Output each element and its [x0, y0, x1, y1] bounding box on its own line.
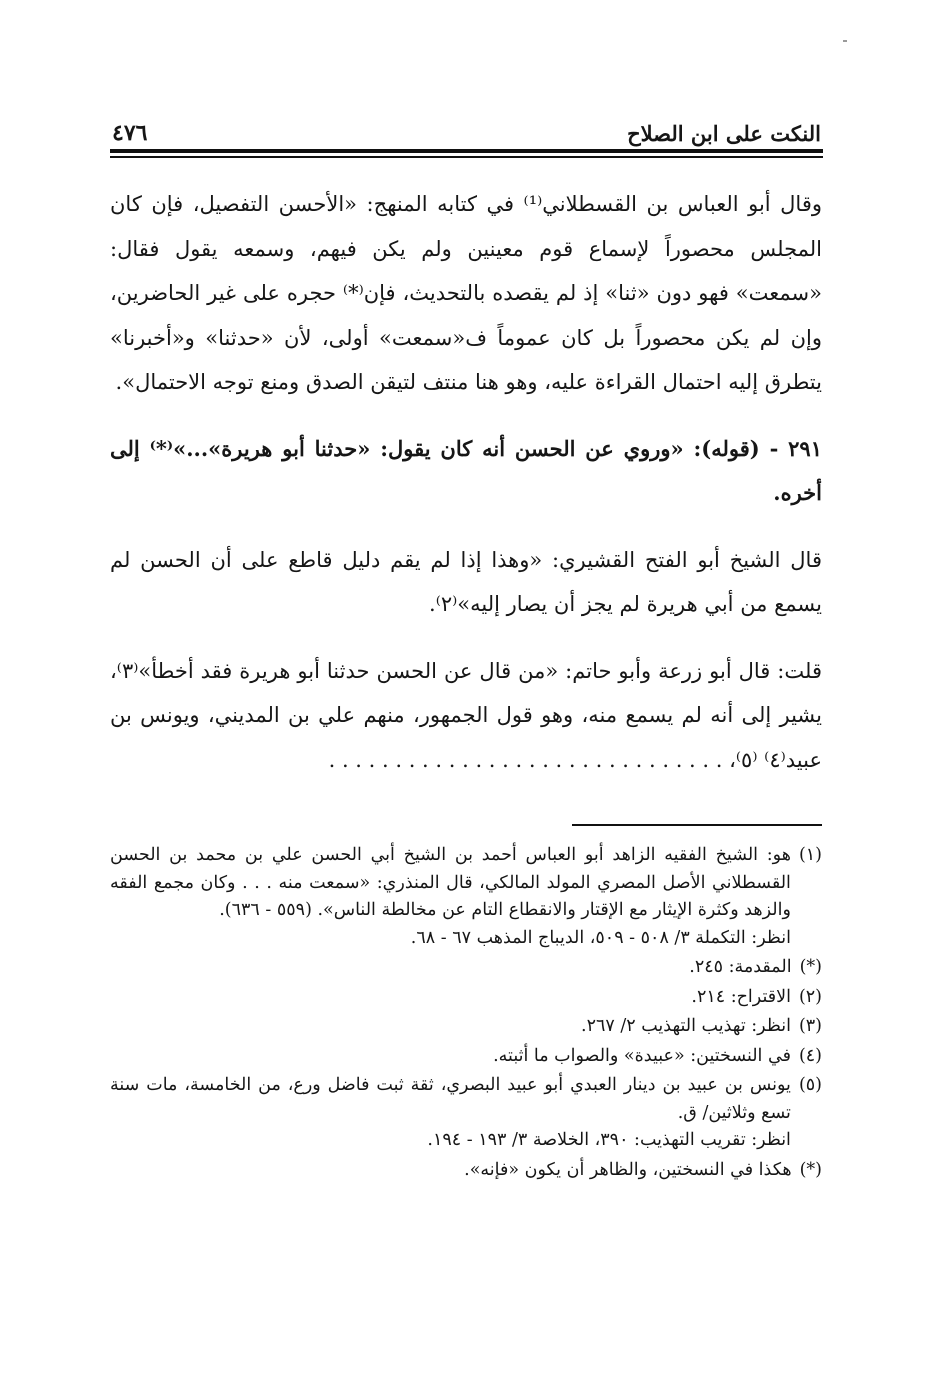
- footnote-marker: (*): [799, 1159, 822, 1180]
- scan-speck: [843, 40, 847, 42]
- footnote-text: هو: الشيخ الفقيه الزاهد أبو العباس أحمد بن الشيخ أبي الحسن علي بن محمد بن الحسن القسطلاني الأصل المصري المولد المالكي، قال المنذري: «سمعت منه . . . وكان مجمع الفقه والزهد وكثرة الإيثار مع الإقتار والانقطاع التام عن مخالطة الناس». (٥٥٩ - ٦٣٦).: [110, 845, 791, 920]
- running-title: النكت على ابن الصلاح: [627, 121, 821, 146]
- page-number: ٤٧٦: [112, 120, 148, 146]
- paragraph-qastallani-quote: وقال أبو العباس بن القسطلاني⁽¹⁾ في كتابه المنهج: «الأحسن التفصيل، فإن كان المجلس محصوراً لإسماع قوم معينين ولم يكن فيهم، وسمعه يقول فقال: «سمعت» فهو دون «ثنا» إذ لم يقصده بالتحديث، فإن⁽*⁾ حجره على غير الحاضرين، وإن لم يكن محصوراً بل كان عموماً ف«سمعت» أولى، لأن «حدثنا» و«أخبرنا» يتطرق إليه احتمال القراءة عليه، وهو هنا منتف لتيقن الصدق ومنع توجه الاحتمال».: [110, 192, 823, 394]
- page-header: [112, 104, 821, 146]
- footnote-text: يونس بن عبيد بن دينار العبدي أبو عبيد البصري، ثقة ثبت فاضل ورع، من الخامسة، مات سنة تسع وثلاثين/ ق.: [110, 1075, 791, 1123]
- footnote-separator: [572, 824, 822, 826]
- footnote-3: [110, 1013, 822, 1041]
- paragraph-qushayri-quote: قال الشيخ أبو الفتح القشيري: «وهذا إذا لم يقم دليل قاطع على أن الحسن لم يسمع من أبي هريرة لم يجز أن يصار إليه»⁽٢⁾.: [110, 547, 822, 616]
- entry-291-heading: ٢٩١ - (قوله): «وروي عن الحسن أنه كان يقول: «حدثنا أبو هريرة»...»⁽*⁾ إلى أخره.: [110, 435, 822, 505]
- footnote-text: انظر: تهذيب التهذيب ٢/ ٢٦٧.: [580, 1016, 791, 1036]
- footnote-text: في النسختين: «عبيدة» والصواب ما أثبته.: [493, 1045, 791, 1066]
- footnote-reference: انظر: تقريب التهذيب: ٣٩٠، الخلاصة ٣/ ١٩٣ - ١٩٤.: [427, 1130, 791, 1150]
- footnote-marker: (٥): [798, 1075, 822, 1095]
- footnotes: [110, 842, 822, 1186]
- footnote-body: [110, 842, 791, 952]
- footnote-marker: (٢): [798, 986, 822, 1007]
- footnote-marker: (٤): [798, 1045, 822, 1066]
- footnote-reference: انظر: التكملة ٣/ ٥٠٨ - ٥٠٩، الديباج المذهب ٦٧ - ٦٨.: [410, 927, 791, 948]
- footnote-marker: (*): [799, 957, 822, 977]
- footnote-star-2: [110, 1157, 822, 1185]
- main-text: [110, 182, 822, 782]
- footnote-marker: (١): [798, 845, 822, 865]
- footnote-marker: (٣): [798, 1016, 822, 1036]
- footnote-2: [110, 984, 822, 1012]
- footnote-star-1: [110, 954, 822, 982]
- footnote-5: [110, 1072, 822, 1155]
- paragraph-author-comment: قلت: قال أبو زرعة وأبو حاتم: «من قال عن الحسن حدثنا أبو هريرة فقد أخطأ»⁽٣⁾، يشير إلى أنه لم يسمع منه، وهو قول الجمهور، منهم علي بن المديني، ويونس بن عبيد⁽٤⁾ ⁽٥⁾، . . . . . . . . . . . . . . . . . . . . . . . . . . . . . .: [110, 658, 822, 772]
- header-rule-thin: [110, 156, 823, 158]
- footnote-text: هكذا في النسختين، والظاهر أن يكون «فإنه».: [464, 1159, 792, 1180]
- header-rule-thick: [110, 149, 823, 153]
- footnote-body: [110, 1072, 791, 1155]
- footnote-4: [110, 1043, 822, 1071]
- footnote-text: الاقتراح: ٢١٤.: [691, 986, 791, 1007]
- footnote-text: المقدمة: ٢٤٥.: [689, 957, 792, 977]
- footnote-1: [110, 842, 822, 952]
